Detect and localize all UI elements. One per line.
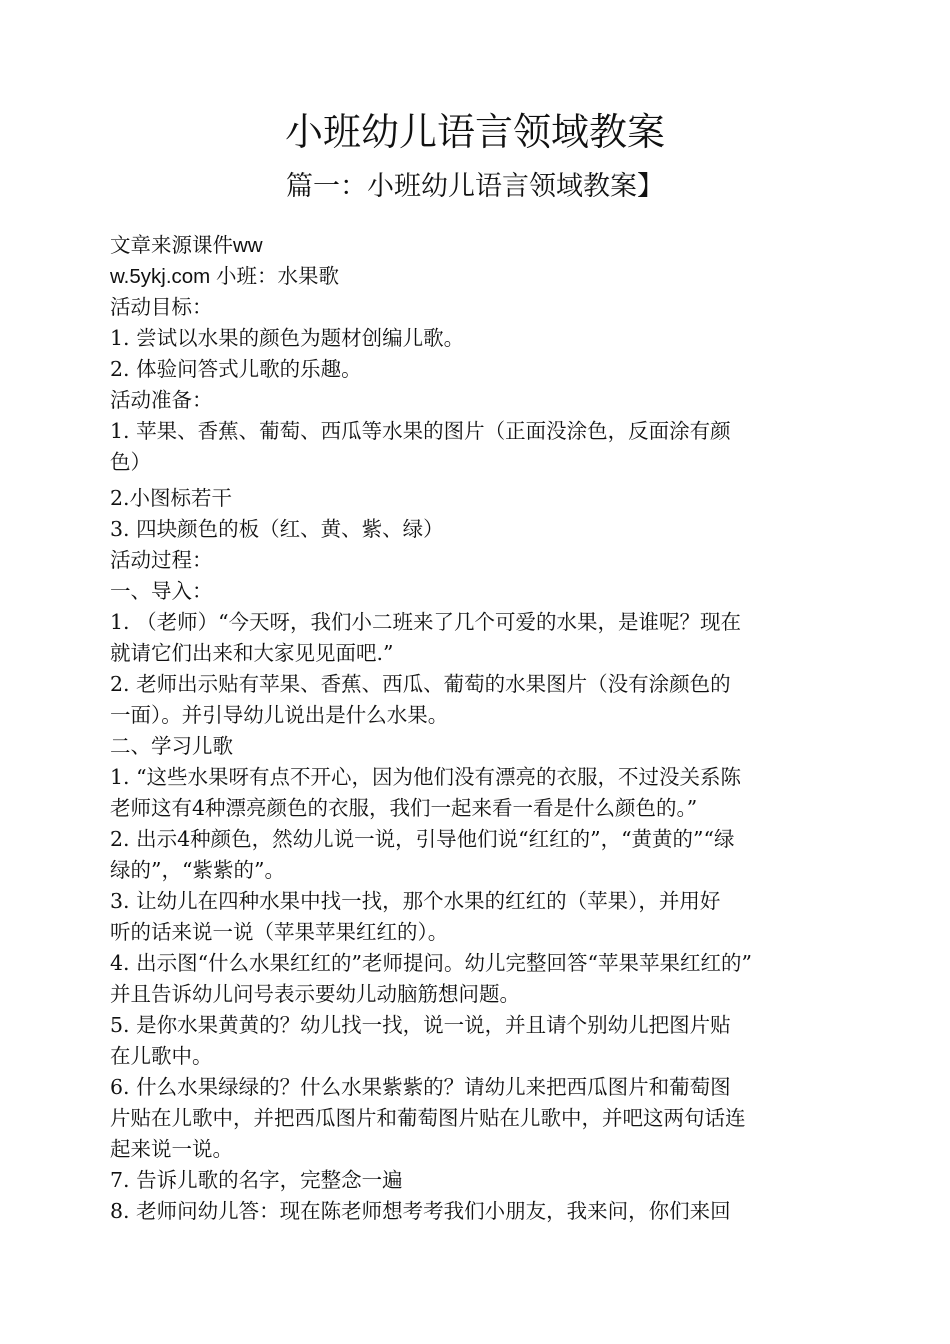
list-item: 1. （老师）“今天呀，我们小二班来了几个可爱的水果，是谁呢？现在 [110, 610, 742, 634]
list-item: 1. “这些水果呀有点不开心，因为他们没有漂亮的衣服，不过没关系陈 [110, 765, 742, 789]
list-item-continuation: 在儿歌中。 [110, 1044, 213, 1068]
list-item: 3. 四块颜色的板（红、黄、紫、绿） [110, 517, 444, 541]
list-item: 2. 老师出示贴有苹果、香蕉、西瓜、葡萄的水果图片（没有涂颜色的 [110, 672, 731, 696]
list-item: 4. 出示图“什么水果红红的”老师提问。幼儿完整回答“苹果苹果红红的” [110, 951, 752, 975]
list-item-continuation: 一面）。并引导幼儿说出是什么水果。 [110, 703, 449, 727]
list-item-continuation: 绿的”，“紫紫的”。 [110, 858, 285, 882]
list-item: 6. 什么水果绿绿的？什么水果紫紫的？请幼儿来把西瓜图片和葡萄图 [110, 1075, 731, 1099]
list-item-continuation: 听的话来说一说（苹果苹果红红的）。 [110, 920, 449, 944]
text-line: 文章来源课件ww [110, 234, 263, 257]
list-item: 1. 苹果、香蕉、葡萄、西瓜等水果的图片（正面没涂色，反面涂有颜 [110, 419, 731, 443]
list-item-continuation: 并且告诉幼儿问号表示要幼儿动脑筋想问题。 [110, 982, 520, 1006]
list-item-continuation: 就请它们出来和大家见见面吧.” [110, 641, 394, 665]
list-item: 3. 让幼儿在四种水果中找一找，那个水果的红红的（苹果），并用好 [110, 889, 721, 913]
list-item: 2. 体验问答式儿歌的乐趣。 [110, 357, 362, 381]
list-item: 2. 出示4种颜色，然幼儿说一说，引导他们说“红红的”，“黄黄的”“绿 [110, 827, 735, 851]
section-heading: 活动目标： [110, 295, 213, 319]
document-subtitle: 篇一：小班幼儿语言领域教案】 [286, 171, 664, 202]
list-item-continuation: 色） [110, 450, 151, 474]
section-heading: 一、导入： [110, 579, 213, 603]
list-item: 1. 尝试以水果的颜色为题材创编儿歌。 [110, 326, 465, 350]
list-item: 5. 是你水果黄黄的？幼儿找一找，说一说，并且请个别幼儿把图片贴 [110, 1013, 731, 1037]
list-item-continuation: 片贴在儿歌中，并把西瓜图片和葡萄图片贴在儿歌中，并吧这两句话连 [110, 1106, 746, 1130]
document-title: 小班幼儿语言领域教案 [284, 110, 665, 154]
section-heading: 活动过程： [110, 548, 213, 572]
list-item: 2.小图标若干 [110, 486, 233, 510]
text-line: w.5ykj.com 小班：水果歌 [110, 265, 339, 288]
section-heading: 活动准备： [110, 388, 213, 412]
list-item-continuation: 老师这有4种漂亮颜色的衣服，我们一起来看一看是什么颜色的。” [110, 796, 698, 820]
list-item-continuation: 起来说一说。 [110, 1137, 233, 1161]
section-heading: 二、学习儿歌 [110, 734, 233, 758]
list-item: 8. 老师问幼儿答：现在陈老师想考考我们小朋友，我来问，你们来回 [110, 1199, 731, 1223]
list-item: 7. 告诉儿歌的名字，完整念一遍 [110, 1168, 403, 1192]
document-body [110, 230, 840, 1227]
